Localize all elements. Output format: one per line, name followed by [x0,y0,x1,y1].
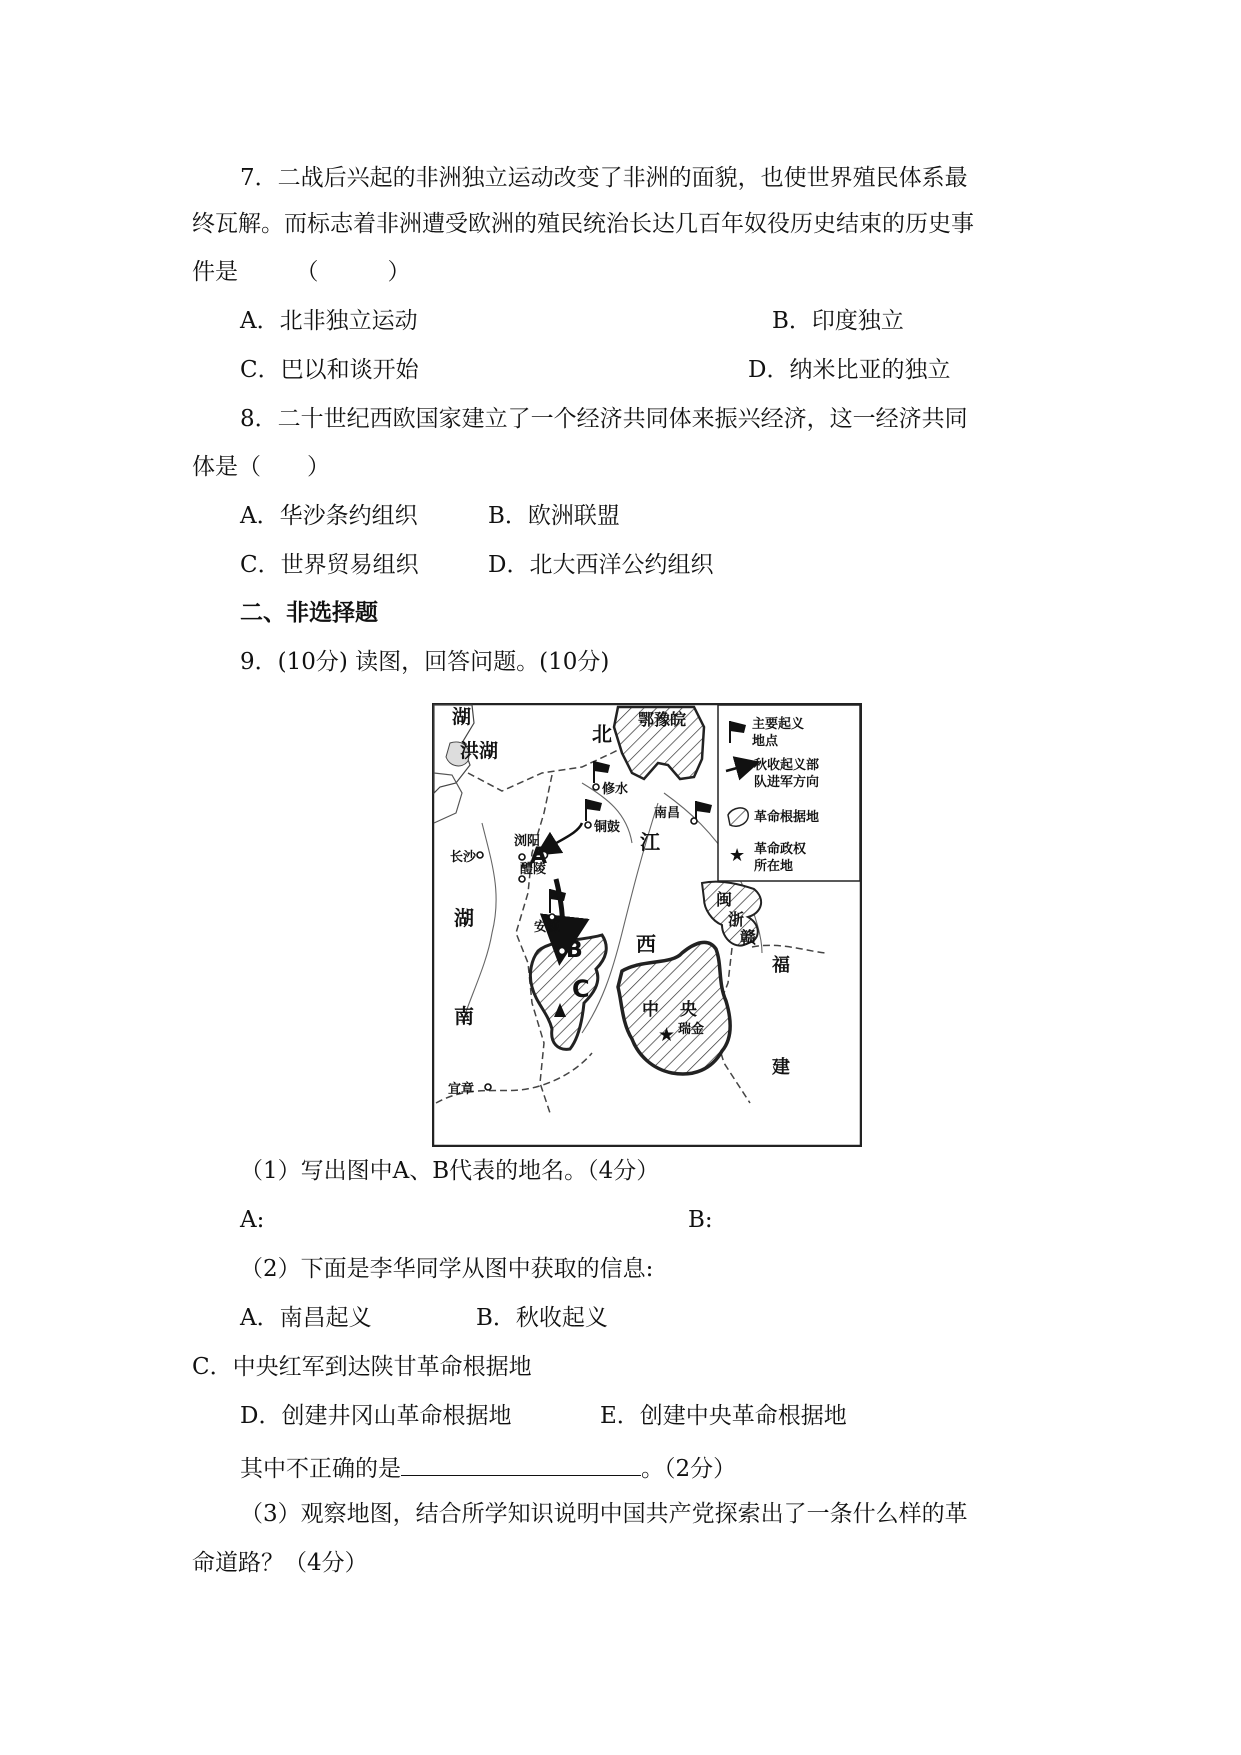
legend-march-line1: 秋收起义部 [754,758,820,773]
label-nan: 南 [454,1004,474,1028]
label-tonggu: 铜鼓 [594,820,621,835]
q7-option-b: B．印度独立 [772,308,904,334]
label-zhe: 浙 [728,910,745,929]
label-point-b: B [566,938,583,963]
q9-option-e: E．创建中央革命根据地 [600,1403,847,1429]
q8-option-a: A．华沙条约组织 [240,503,418,529]
legend-base: 革命根据地 [754,810,820,825]
q9-incorrect-line [240,1449,736,1485]
q7-option-c: C．巴以和谈开始 [240,357,419,383]
label-point-c: C [572,975,590,1003]
label-hu: 湖 [454,906,474,930]
label-eyuwan: 鄂豫皖 [638,710,687,729]
label-point-a: A [530,844,548,869]
label-liuyang: 浏阳 [514,834,541,849]
q9-sub3-line2: 命道路？（4分） [192,1550,368,1576]
label-liling: 醴陵 [520,862,547,877]
answer-blank[interactable] [401,1449,641,1476]
label-xi: 西 [636,932,656,956]
q9-sub3-line1: （3）观察地图，结合所学知识说明中国共产党探索出了一条什么样的革 [240,1501,968,1527]
q9-answer-a-label: A: [240,1207,265,1233]
label-zhong: 中 [642,1000,659,1020]
label-hu-top: 湖 [452,706,472,728]
q9-option-c: C．中央红军到达陕甘革命根据地 [192,1354,532,1380]
label-jian: 建 [772,1057,790,1078]
label-honghu: 洪湖 [460,740,499,762]
q7-stem-line3: 件是 （ ） [192,259,411,285]
q9-sub2: （2）下面是李华同学从图中获取的信息: [240,1256,654,1282]
label-ruijin: 瑞金 [678,1022,705,1037]
q9-sub1: （1）写出图中A、B代表的地名。（4分） [240,1158,660,1184]
label-jiang: 江 [640,830,660,854]
label-nanchang: 南昌 [654,806,681,821]
label-min: 闽 [716,890,733,909]
legend-march-line2: 队进军方向 [754,775,820,790]
q7-option-d: D．纳米比亚的独立 [748,357,951,383]
legend-star-icon: ★ [729,845,746,866]
legend-gov-line2: 所在地 [754,859,794,874]
q9-option-a: A．南昌起义 [240,1305,372,1331]
legend-uprising-line2: 地点 [752,734,779,749]
label-bei: 北 [592,722,612,746]
label-anyuan: 安源 [534,920,561,935]
q8-option-d: D．北大西洋公约组织 [488,552,714,578]
q8-stem-line1: 8．二十世纪西欧国家建立了一个经济共同体来振兴经济，这一经济共同 [240,406,968,432]
q9-incorrect-prefix: 其中不正确的是 [240,1456,401,1482]
q9-answer-b-label: B: [688,1207,713,1233]
legend-gov-line1: 革命政权 [754,842,807,857]
label-changsha: 长沙 [450,850,477,865]
section-heading: 二、非选择题 [240,600,378,626]
q9-incorrect-suffix: 。（2分） [641,1456,737,1482]
revolution-map [432,703,862,1147]
q7-option-a: A．北非独立运动 [240,308,418,334]
q9-option-b: B．秋收起义 [476,1305,608,1331]
q8-option-b: B．欧洲联盟 [488,503,620,529]
label-yizhang: 宜章 [448,1082,475,1097]
ruijin-star-icon: ★ [658,1024,676,1046]
label-gan: 赣 [740,928,757,947]
q9-stem: 9．(10分) 读图，回答问题。(10分) [240,649,610,675]
q8-stem-line2: 体是（ ） [192,454,330,480]
label-xiushui: 修水 [602,782,629,797]
q7-stem-line2: 终瓦解。而标志着非洲遭受欧洲的殖民统治长达几百年奴役历史结束的历史事 [192,211,974,237]
q8-option-c: C．世界贸易组织 [240,552,419,578]
label-yang: 央 [680,1000,697,1020]
q9-option-d: D．创建井冈山革命根据地 [240,1403,512,1429]
label-fu: 福 [772,955,790,976]
q7-stem-line1: 7．二战后兴起的非洲独立运动改变了非洲的面貌，也使世界殖民体系最 [240,165,968,191]
legend-uprising-line1: 主要起义 [752,717,805,732]
